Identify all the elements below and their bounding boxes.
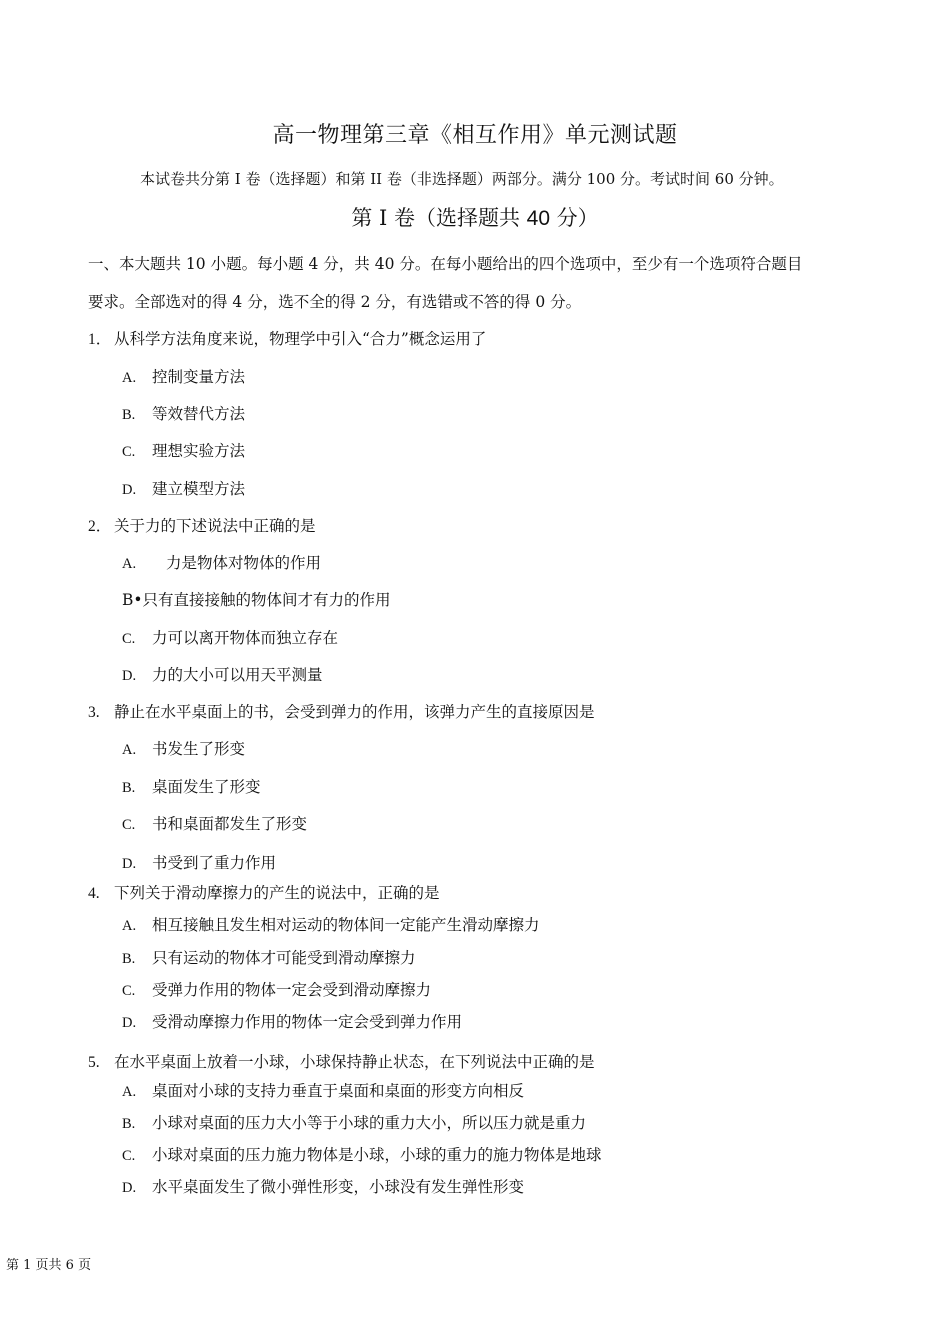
- option-text: 桌面对小球的支持力垂直于桌面和桌面的形变方向相反: [152, 1082, 525, 1100]
- option-label: A.: [122, 918, 137, 934]
- option-text: 力的大小可以用天平测量: [152, 666, 323, 684]
- question-3-option-d: [122, 851, 276, 873]
- instructions-line-2: 要求。全部选对的得 4 分，选不全的得 2 分，有选错或不答的得 0 分。: [88, 293, 582, 311]
- option-text: 桌面发生了形变: [152, 778, 261, 796]
- section-heading-prefix: 第 I 卷（选择题共: [351, 206, 527, 230]
- question-5: [88, 1050, 595, 1072]
- question-5-option-b: [122, 1111, 586, 1133]
- option-text: 控制变量方法: [152, 368, 246, 386]
- option-text: 受弹力作用的物体一定会受到滑动摩擦力: [152, 981, 432, 999]
- section-heading: [0, 202, 950, 232]
- option-text: 力是物体对物体的作用: [166, 554, 322, 572]
- option-label: D.: [122, 668, 137, 684]
- option-label: B.: [122, 407, 136, 423]
- question-3-option-c: [122, 812, 307, 834]
- question-stem: 关于力的下述说法中正确的是: [114, 517, 316, 535]
- option-label: C.: [122, 631, 136, 647]
- question-4-option-a: [122, 913, 540, 935]
- question-4-option-d: [122, 1010, 462, 1032]
- option-label: C.: [122, 1148, 136, 1164]
- option-label: A.: [122, 1084, 137, 1100]
- option-text: B•只有直接接触的物体间才有力的作用: [122, 591, 391, 609]
- option-label: C.: [122, 444, 136, 460]
- option-label: A.: [122, 556, 137, 572]
- option-label: B.: [122, 780, 136, 796]
- option-text: 理想实验方法: [152, 442, 246, 460]
- option-text: 只有运动的物体才可能受到滑动摩擦力: [152, 949, 416, 967]
- question-number: 4.: [88, 885, 100, 902]
- question-number: 3.: [88, 704, 100, 721]
- question-1-option-c: [122, 439, 245, 461]
- option-text: 力可以离开物体而独立存在: [152, 629, 339, 647]
- option-label: D.: [122, 1015, 137, 1031]
- option-label: A.: [122, 742, 137, 758]
- option-text: 书受到了重力作用: [152, 854, 277, 872]
- section-heading-score: 40: [526, 207, 550, 230]
- option-text: 受滑动摩擦力作用的物体一定会受到弹力作用: [152, 1013, 463, 1031]
- option-text: 书和桌面都发生了形变: [152, 815, 308, 833]
- instructions-line-1: 一、本大题共 10 小题。每小题 4 分，共 40 分。在每小题给出的四个选项中，至少有一个选项符合题目: [88, 255, 803, 273]
- question-2-option-c: [122, 626, 338, 648]
- question-3-option-b: [122, 775, 261, 797]
- question-2-option-d: [122, 663, 323, 685]
- option-text: 小球对桌面的压力施力物体是小球，小球的重力的施力物体是地球: [152, 1146, 602, 1164]
- option-text: 书发生了形变: [152, 740, 246, 758]
- question-2: [88, 514, 316, 536]
- question-3-option-a: [122, 737, 245, 759]
- question-stem: 从科学方法角度来说，物理学中引入“合力”概念运用了: [114, 330, 487, 348]
- question-number: 2．: [88, 518, 112, 535]
- option-label: C.: [122, 983, 136, 999]
- option-text: 等效替代方法: [152, 405, 246, 423]
- option-label: D.: [122, 482, 137, 498]
- question-4: [88, 881, 440, 903]
- option-label: B.: [122, 1116, 136, 1132]
- question-5-option-c: [122, 1143, 602, 1165]
- question-2-option-b: [122, 588, 391, 610]
- question-1: [88, 327, 486, 349]
- option-label: B.: [122, 951, 136, 967]
- exam-intro: 本试卷共分第 I 卷（选择题）和第 II 卷（非选择题）两部分。满分 100 分。考试时间 60 分钟。: [140, 170, 784, 188]
- question-4-option-c: [122, 978, 431, 1000]
- question-5-option-d: [122, 1175, 524, 1197]
- option-label: D.: [122, 856, 137, 872]
- page-footer: 第 1 页共 6 页: [6, 1258, 92, 1273]
- option-label: A.: [122, 370, 137, 386]
- question-stem: 静止在水平桌面上的书，会受到弹力的作用，该弹力产生的直接原因是: [114, 703, 595, 721]
- question-4-option-b: [122, 946, 416, 968]
- question-5-option-a: [122, 1079, 524, 1101]
- option-label: D.: [122, 1180, 137, 1196]
- option-text: 相互接触且发生相对运动的物体间一定能产生滑动摩擦力: [152, 916, 540, 934]
- page-title: 高一物理第三章《相互作用》单元测试题: [272, 123, 678, 148]
- question-3: [88, 700, 595, 722]
- section-heading-suffix: 分）: [550, 206, 599, 230]
- question-stem: 下列关于滑动摩擦力的产生的说法中，正确的是: [114, 884, 440, 902]
- question-1-option-a: [122, 365, 245, 387]
- question-1-option-d: [122, 477, 245, 499]
- question-2-option-a: [122, 551, 321, 573]
- option-text: 建立模型方法: [152, 480, 246, 498]
- option-text: 小球对桌面的压力大小等于小球的重力大小，所以压力就是重力: [152, 1114, 587, 1132]
- question-stem: 在水平桌面上放着一小球，小球保持静止状态，在下列说法中正确的是: [114, 1053, 595, 1071]
- question-number: 5.: [88, 1054, 100, 1071]
- option-text: 水平桌面发生了微小弹性形变，小球没有发生弹性形变: [152, 1178, 525, 1196]
- question-1-option-b: [122, 402, 245, 424]
- question-number: 1．: [88, 331, 112, 348]
- option-label: C.: [122, 817, 136, 833]
